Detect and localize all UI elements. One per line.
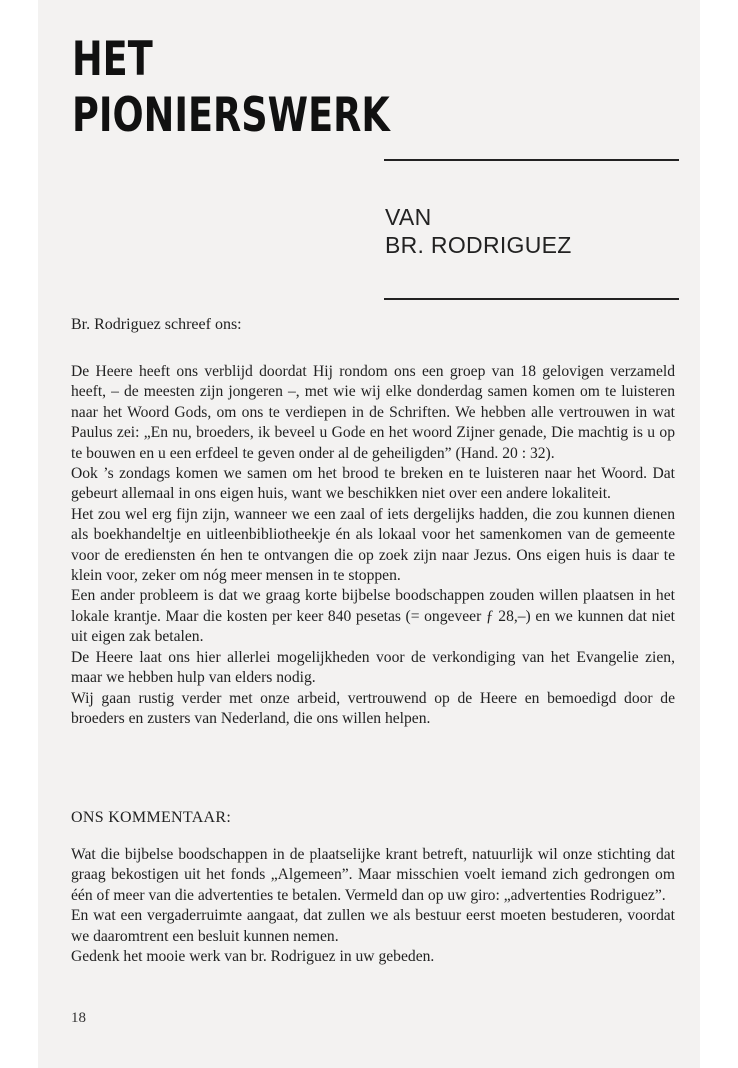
article-title <box>72 32 390 144</box>
title-line-2: PIONIERSWERK <box>72 88 390 143</box>
commentary-body <box>71 845 675 967</box>
magazine-page <box>38 0 700 1068</box>
letter-intro: Br. Rodriguez schreef ons: <box>71 316 242 333</box>
page-number: 18 <box>71 1010 86 1026</box>
commentary-paragraph: Gedenk het mooie werk van br. Rodriguez in uw gebeden. <box>71 948 435 966</box>
letter-paragraph: De Heere laat ons hier allerlei mogelijkheden voor de verkondiging van het Evangelie zien, maar we hebben hulp van elders nodig. <box>71 648 675 687</box>
commentary-paragraph: En wat een vergaderruimte aangaat, dat zullen we als bestuur eerst moeten bestuderen, voordat we daaromtrent een besluit kunnen nemen. <box>71 907 675 945</box>
letter-paragraph: Ook ’s zondags komen we samen om het brood te breken en te luisteren naar het Woord. Dat gebeurt allemaal in ons eigen huis, want we beschikken niet over een andere lokaliteit. <box>71 465 675 503</box>
byline-line-1: VAN <box>385 204 432 230</box>
letter-paragraph: Wij gaan rustig verder met onze arbeid, vertrouwend op de Heere en bemoedigd door de broeders en zusters van Nederland, die ons willen helpen. <box>71 689 675 727</box>
letter-paragraph: Een ander probleem is dat we graag korte bijbelse boodschappen zouden willen plaatsen in het lokale krantje. Maar die kosten per keer 840 pesetas (= ongeveer ƒ 28,–) en we kunnen dat niet uit eigen zak betalen. <box>71 587 675 646</box>
title-line-1: HET <box>72 32 153 87</box>
letter-paragraph: Het zou wel erg fijn zijn, wanneer we een zaal of iets dergelijks hadden, die zou kunnen dienen als boekhandeltje en uitleenbibliotheekje én als lokaal voor het samenkomen van de gemeente voor de erediensten én hen te ontvangen die op zoek zijn naar Jezus. Ons eigen huis is daar te klein voor, zeker om nóg meer mensen in te stoppen. <box>71 505 675 585</box>
bottom-divider <box>384 298 679 300</box>
commentary-paragraph: Wat die bijbelse boodschappen in de plaatselijke krant betreft, natuurlijk wil onze stichting dat graag bekostigen uit het fonds „Algemeen”. Maar misschien voelt iemand zich gedrongen om één of meer van die advertenties te betalen. Vermeld dan op uw giro: „advertenties Rodriguez”. <box>71 846 675 904</box>
top-divider <box>384 159 679 161</box>
commentary-heading: ONS KOMMENTAAR: <box>71 809 232 826</box>
byline-line-2: BR. RODRIGUEZ <box>385 232 572 258</box>
author-byline <box>385 203 572 259</box>
letter-body <box>71 362 675 729</box>
letter-paragraph: De Heere heeft ons verblijd doordat Hij rondom ons een groep van 18 gelovigen verzameld heeft, – de meesten zijn jongeren –, met wie wij elke donderdag samen komen om te luisteren naar het Woord Gods, om ons te verdiepen in de Schriften. We hebben alle vertrouwen in wat Paulus zei: „En nu, broeders, ik beveel u Gode en het woord Zijner genade, Die machtig is u op te bouwen en u een erfdeel te geven onder al de geheiligden” (Hand. 20 : 32). <box>71 363 675 462</box>
